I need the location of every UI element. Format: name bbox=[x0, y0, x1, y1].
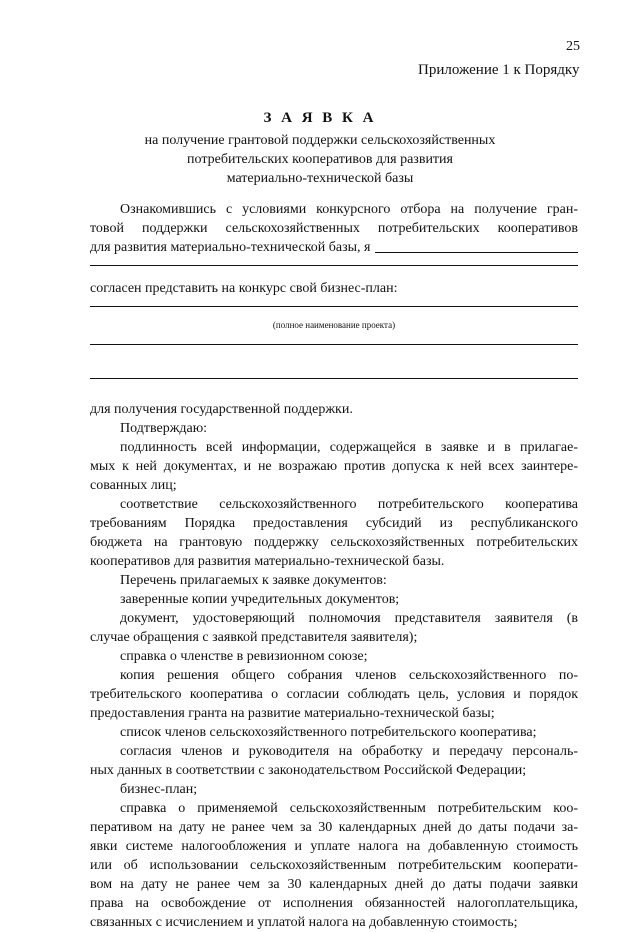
doc-item-line: справка о применяемой сельскохозяйственным потребительским коо- bbox=[120, 801, 578, 816]
doc-item-line: справка о членстве в ревизионном союзе; bbox=[120, 649, 368, 664]
intro-line: Ознакомившись с условиями конкурсного отбора на получение гран- bbox=[120, 202, 578, 217]
doc-item-line: согласия членов и руководителя на обработку и передачу персональ- bbox=[120, 744, 578, 759]
doc-item-line: документ, удостоверяющий полномочия представителя заявителя (в bbox=[120, 611, 578, 626]
doc-item-line: явки системе налогообложения и уплате налога на добавленную стоимость bbox=[90, 839, 578, 854]
doc-item-line: список членов сельскохозяйственного потребительского кооператива; bbox=[120, 725, 537, 740]
appendix-label: Приложение 1 к Порядку bbox=[418, 62, 580, 78]
document-title: З А Я В К А bbox=[263, 110, 377, 126]
doc-item-line: связанных с исчислением и уплатой налога на добавленную стоимость; bbox=[90, 915, 518, 930]
applicant-name-field-continued[interactable] bbox=[90, 265, 578, 275]
purpose-line: для получения государственной поддержки. bbox=[90, 402, 353, 417]
intro-line: товой поддержки сельскохозяйственных потребительских кооперативов bbox=[90, 221, 578, 236]
doc-item-line: копия решения общего собрания членов сельскохозяйственного по- bbox=[120, 668, 578, 683]
doc-item-line: бизнес-план; bbox=[120, 782, 198, 797]
confirm-item-line: требованиям Порядка предоставления субсидий из республиканского bbox=[90, 516, 578, 531]
intro-line: для развития материально-технической базы, я bbox=[90, 240, 371, 255]
subtitle-line: на получение грантовой поддержки сельскохозяйственных bbox=[144, 133, 496, 148]
subtitle-line: потребительских кооперативов для развития bbox=[187, 152, 453, 167]
application-body bbox=[90, 200, 578, 932]
docs-label: Перечень прилагаемых к заявке документов: bbox=[120, 573, 387, 588]
project-name-field-3[interactable] bbox=[90, 378, 578, 400]
confirm-item-line: мых к ней документах, и не возражаю против допуска к ней всех заинтере- bbox=[90, 459, 578, 474]
subtitle-line: материально-технической базы bbox=[226, 171, 414, 186]
agree-line: согласен представить на конкурс свой бизнес-план: bbox=[90, 281, 398, 296]
applicant-name-row bbox=[90, 238, 578, 257]
project-name-field[interactable] bbox=[90, 306, 578, 316]
doc-item-line: ных данных в соответствии с законодательством Российской Федерации; bbox=[90, 763, 527, 778]
project-name-field-2[interactable] bbox=[90, 344, 578, 366]
doc-item-line: заверенные копии учредительных документов; bbox=[120, 592, 400, 607]
doc-item-line: вом на дату не ранее чем за 30 календарных дней до даты подачи заявки bbox=[90, 877, 578, 892]
confirm-item-line: соответствие сельскохозяйственного потребительского кооператива bbox=[120, 497, 578, 512]
confirm-item-line: бюджета на грантовую поддержку сельскохозяйственных потребительских bbox=[90, 535, 578, 550]
confirm-item-line: подлинность всей информации, содержащейся в заявке и в прилагае- bbox=[120, 440, 578, 455]
project-caption: (полное наименование проекта) bbox=[272, 320, 396, 330]
page-number: 25 bbox=[566, 39, 580, 54]
applicant-name-field[interactable] bbox=[375, 240, 579, 253]
confirm-item-line: кооперативов для развития материально-технической базы. bbox=[90, 554, 445, 569]
doc-item-line: предоставления гранта на развитие материально-технической базы; bbox=[90, 706, 495, 721]
doc-item-line: права на освобождение от исполнения обязанностей налогоплательщика, bbox=[90, 896, 578, 911]
doc-item-line: или об использовании сельскохозяйственным потребительским кооперати- bbox=[90, 858, 578, 873]
confirm-label: Подтверждаю: bbox=[120, 421, 208, 436]
document-subtitle bbox=[0, 131, 640, 188]
doc-item-line: случае обращения с заявкой представителя заявителя); bbox=[90, 630, 418, 645]
doc-item-line: перативом на дату не ранее чем за 30 календарных дней до даты подачи за- bbox=[90, 820, 578, 835]
doc-item-line: требительского кооператива о согласии соблюдать цель, условия и порядок bbox=[90, 687, 578, 702]
confirm-item-line: сованных лиц; bbox=[90, 478, 177, 493]
